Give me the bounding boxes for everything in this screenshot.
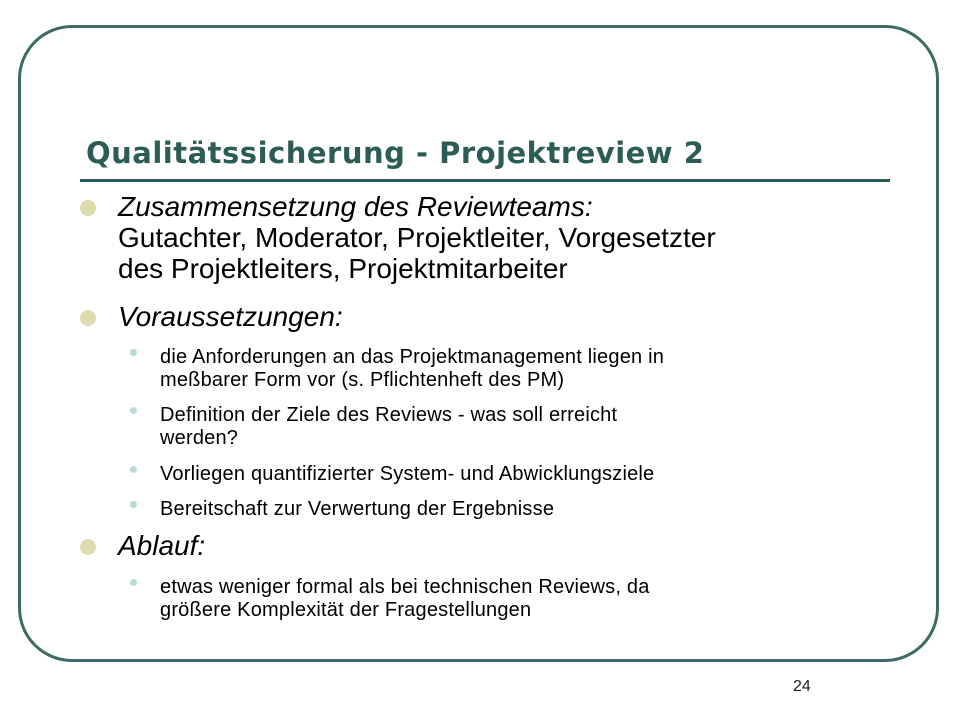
bullet-dot-icon	[80, 200, 96, 216]
title-underline	[80, 179, 890, 182]
bullet-item-ablauf	[118, 530, 908, 561]
bullet-item-reviewteam	[118, 191, 908, 289]
bullet-dot-icon	[80, 310, 96, 326]
sub-item-line: werden?	[160, 427, 239, 449]
bullet-item-voraussetzungen	[118, 301, 908, 332]
bullet-body-line: Gutachter, Moderator, Projektleiter, Vorgesetzter	[118, 222, 716, 253]
sub-item	[160, 498, 908, 521]
bullet-heading: Zusammensetzung des Reviewteams:	[118, 191, 593, 222]
sub-item-line: meßbarer Form vor (s. Pflichtenheft des PM)	[160, 369, 565, 391]
sub-item-line: Bereitschaft zur Verwertung der Ergebnisse	[160, 498, 555, 520]
sub-item	[160, 346, 908, 392]
sub-item-line: Vorliegen quantifizierter System- und Abwicklungsziele	[160, 463, 655, 485]
sub-item	[160, 404, 908, 450]
bullet-dot-icon	[80, 539, 96, 555]
sub-bullet-dot-icon	[130, 466, 137, 473]
bullet-body-line: des Projektleiters, Projektmitarbeiter	[118, 253, 568, 284]
sub-item-line: größere Komplexität der Fragestellungen	[160, 599, 532, 621]
sub-bullet-dot-icon	[130, 579, 137, 586]
sub-item	[160, 576, 908, 622]
sub-bullet-dot-icon	[130, 349, 137, 356]
bullet-heading: Voraussetzungen:	[118, 301, 343, 332]
slide-title: Qualitätssicherung - Projektreview 2	[86, 136, 705, 170]
bullet-heading: Ablauf:	[118, 530, 206, 561]
sub-item-line: Definition der Ziele des Reviews - was soll erreicht	[160, 404, 618, 426]
slide-content	[118, 191, 908, 622]
sub-item-line: etwas weniger formal als bei technischen Reviews, da	[160, 576, 650, 598]
sub-item	[160, 463, 908, 486]
sub-bullet-dot-icon	[130, 407, 137, 414]
sub-item-line: die Anforderungen an das Projektmanagement liegen in	[160, 346, 665, 368]
sub-bullet-dot-icon	[130, 501, 137, 508]
page-number: 24	[793, 678, 811, 695]
